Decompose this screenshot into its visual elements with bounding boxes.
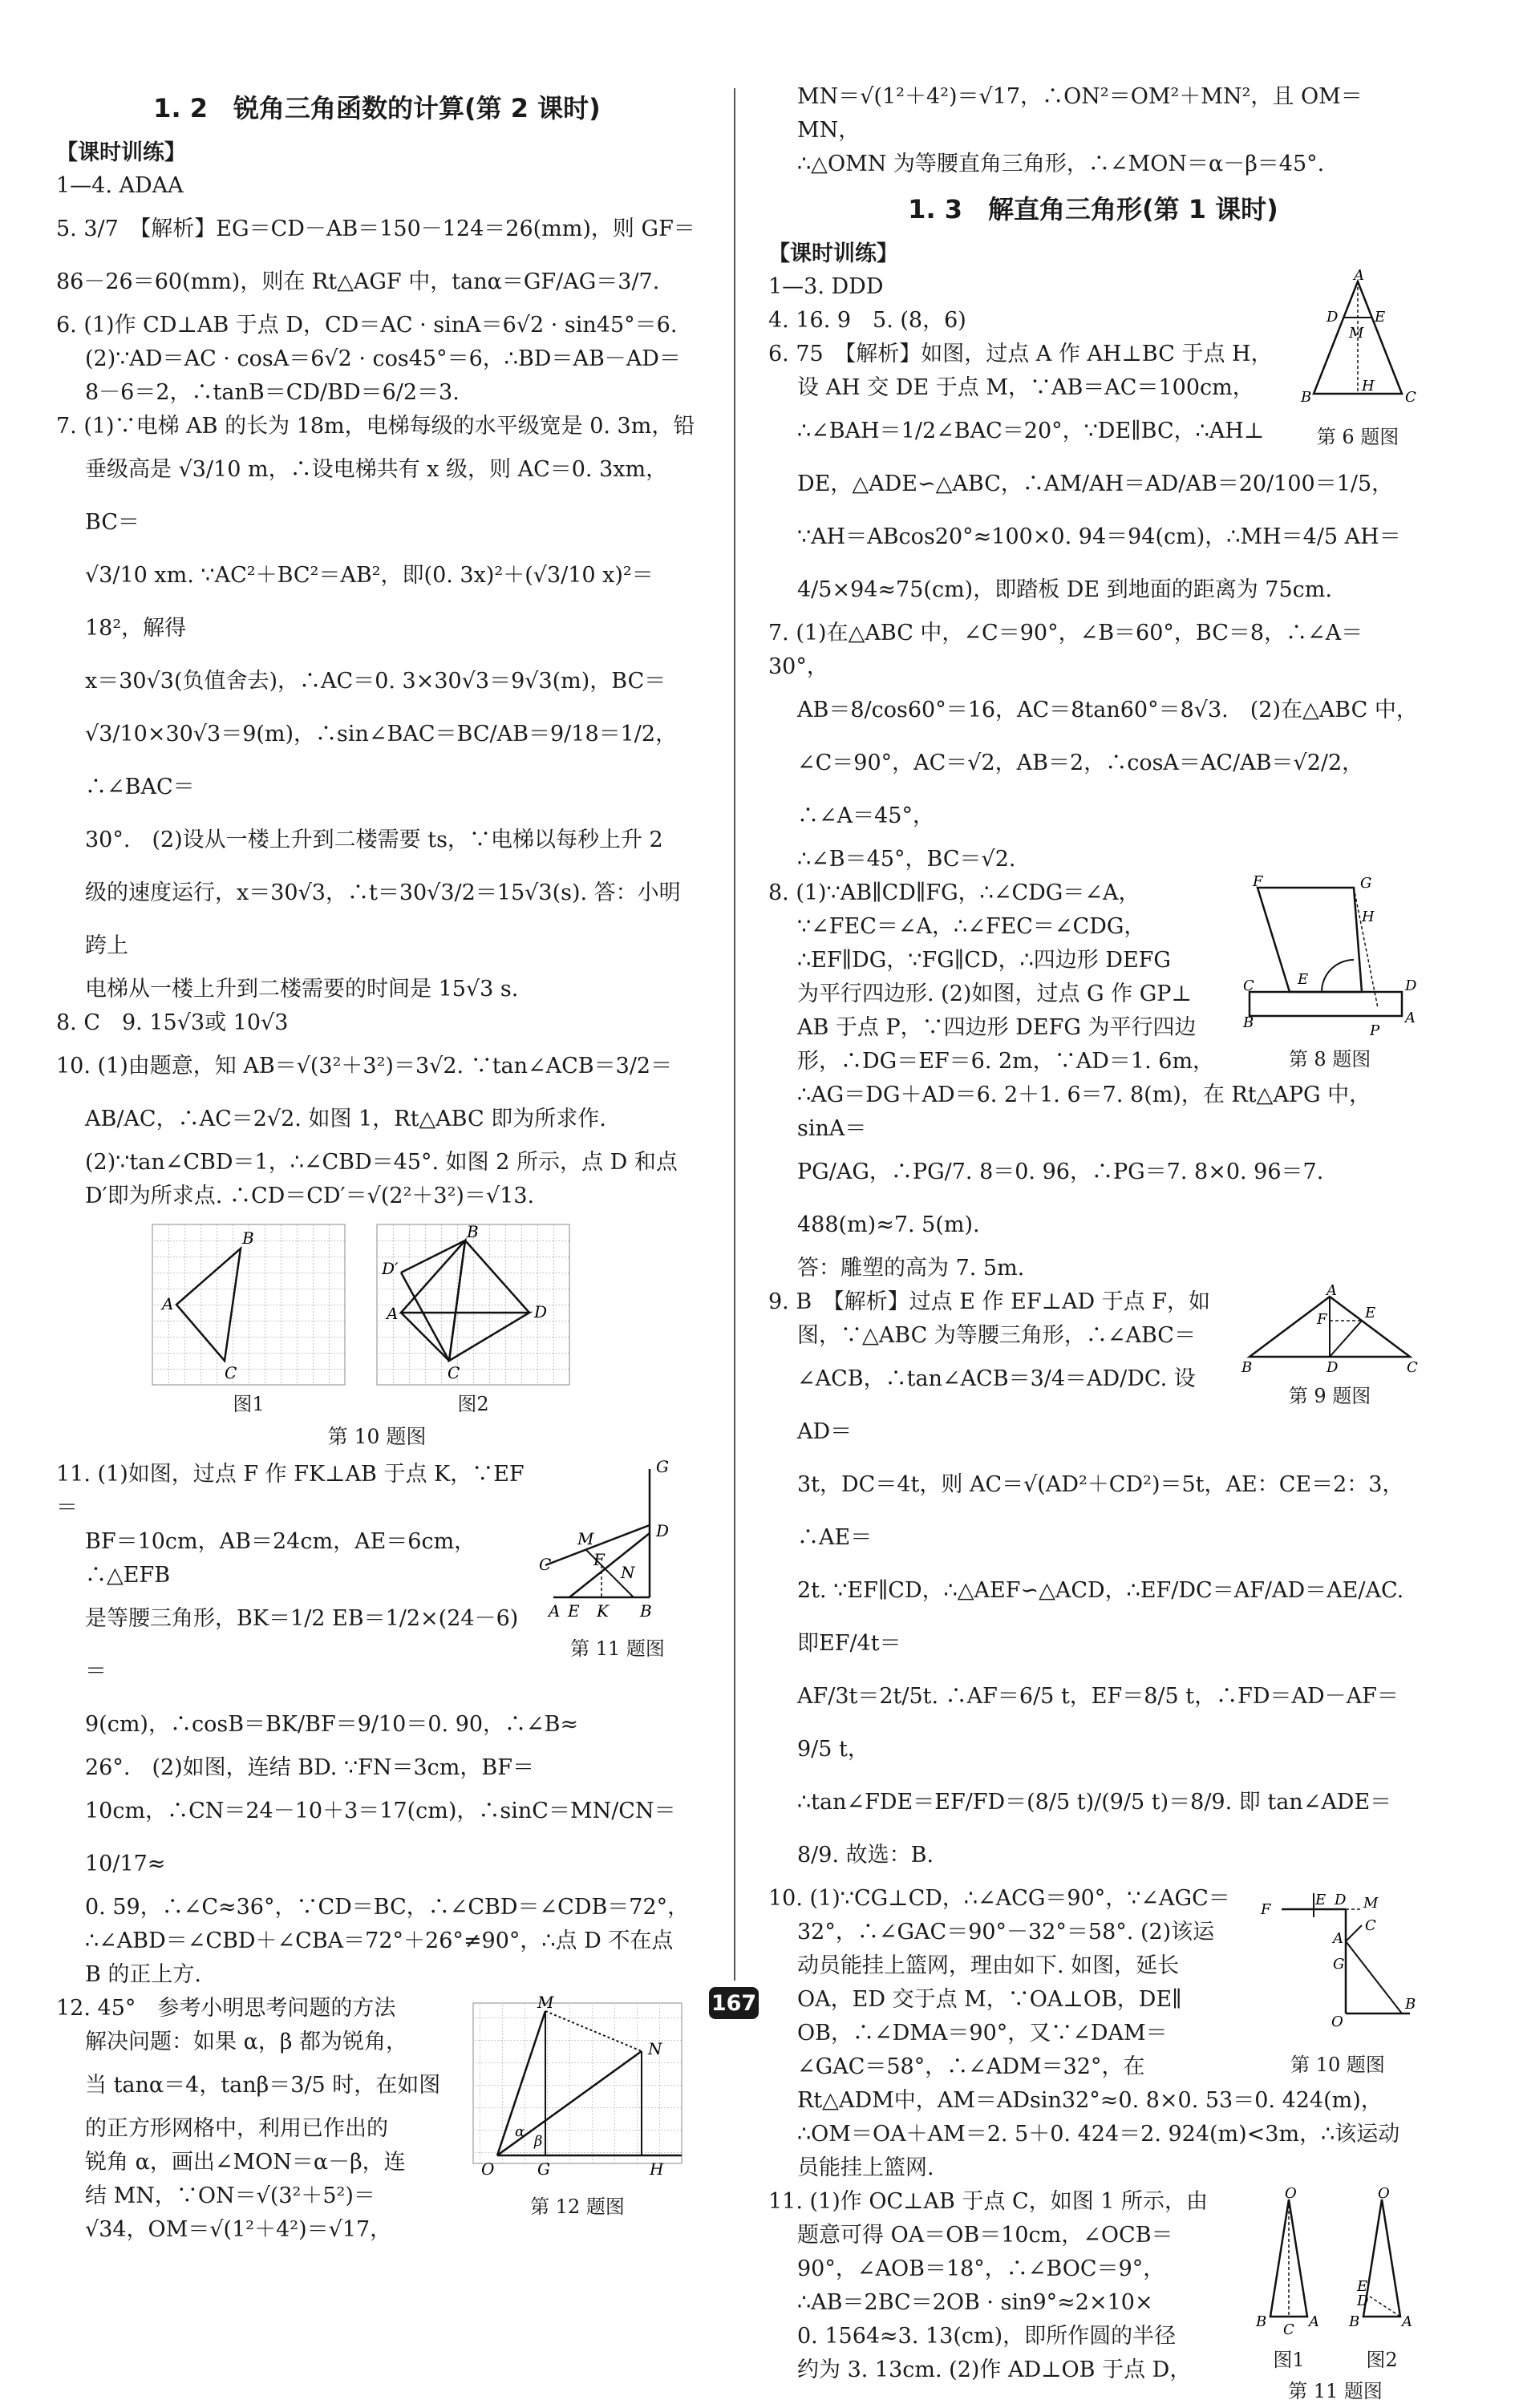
answer-line: 11. (1)作 OC⊥AB 于点 C，如图 1 所示，由 bbox=[768, 2189, 1209, 2214]
isosceles-triangle-diagram bbox=[1298, 267, 1418, 418]
lesson-tag: 【课时训练】 bbox=[768, 241, 898, 266]
answer-line: 级的速度运行，x＝30√3，∴t＝30√3/2＝15√3(s). 答：小明跨上 bbox=[85, 880, 681, 958]
section-title-1-3: 1. 3 解直角三角形(第 1 课时) bbox=[908, 194, 1278, 225]
svg-text:B: B bbox=[1243, 1014, 1254, 1031]
svg-text:C: C bbox=[1407, 1359, 1418, 1376]
answer-line: 题意可得 OA＝OB＝10cm，∠OCB＝ bbox=[797, 2223, 1173, 2248]
compass-diagram-2 bbox=[1346, 2185, 1418, 2341]
answer-line: 员能挂上篮网. bbox=[797, 2155, 934, 2180]
answer-line: MN＝√(1²＋4²)＝√17，∴ON²＝OM²＋MN²，且 OM＝MN， bbox=[797, 84, 1363, 143]
left-column bbox=[56, 80, 698, 2247]
svg-text:E: E bbox=[568, 1601, 580, 1621]
figure-12 bbox=[457, 1995, 698, 2219]
answer-line: AB＝8/cos60°＝16，AC＝8tan60°＝8√3. (2)在△ABC 中， bbox=[797, 698, 1418, 722]
svg-text:D: D bbox=[534, 1302, 548, 1321]
svg-text:B: B bbox=[1256, 2313, 1267, 2330]
answer-line: 7. (1)在△ABC 中，∠C＝90°，∠B＝60°，BC＝8，∴∠A＝30°， bbox=[768, 621, 1363, 679]
answer-line: 10cm，∴CN＝24－10＋3＝17(cm)，∴sinC＝MN/CN＝10/17≈ bbox=[85, 1799, 676, 1876]
answer-line: ∵AH＝ABcos20°≈100×0. 94＝94(cm)，∴MH＝4/5 AH＝ bbox=[797, 524, 1401, 549]
svg-text:C: C bbox=[225, 1363, 237, 1382]
answer-line: ∴EF∥DG，∵FG∥CD，∴四边形 DEFG bbox=[797, 948, 1171, 973]
svg-text:C: C bbox=[1283, 2321, 1294, 2338]
svg-text:O: O bbox=[1378, 2185, 1390, 2202]
figure-label: 图2 bbox=[1366, 2349, 1398, 2371]
figure-caption: 第 12 题图 bbox=[530, 2196, 625, 2218]
figure-11-right bbox=[1253, 2185, 1418, 2403]
answer-line: 解决问题：如果 α，β 都为锐角， bbox=[85, 2030, 408, 2054]
svg-text:C: C bbox=[1365, 1917, 1376, 1934]
svg-text:B: B bbox=[1405, 1996, 1416, 2013]
answer-line: ∴AB＝2BC＝2OB · sin9°≈2×10× bbox=[797, 2290, 1153, 2315]
answer-line: 10. (1)由题意，知 AB＝√(3²＋3²)＝3√2. ∵tan∠ACB＝3/2＝ bbox=[56, 1054, 673, 1079]
svg-text:F: F bbox=[1317, 1311, 1327, 1328]
answer-line: (2)∵AD＝AC · cosA＝6√2 · cos45°＝6，∴BD＝AB－AD＝ bbox=[85, 346, 681, 371]
svg-text:B: B bbox=[1241, 1359, 1253, 1376]
answer-line: 4. 16. 9 5. (8，6) bbox=[768, 308, 966, 333]
svg-text:B: B bbox=[1301, 389, 1312, 406]
svg-text:G: G bbox=[656, 1457, 669, 1476]
answer-line: 形，∴DG＝EF＝6. 2m，∵AD＝1. 6m， bbox=[797, 1049, 1215, 1074]
answer-line: 9(cm)，∴cosB＝BK/BF＝9/10＝0. 90，∴∠B≈ bbox=[85, 1712, 579, 1737]
figure-label: 图1 bbox=[1273, 2349, 1305, 2371]
svg-text:O: O bbox=[1285, 2185, 1297, 2202]
answer-line: 为平行四边形. (2)如图，过点 G 作 GP⊥ bbox=[797, 981, 1192, 1006]
figure-label: 图1 bbox=[233, 1393, 265, 1415]
svg-text:A: A bbox=[1333, 1930, 1343, 1947]
answer-block-9 bbox=[768, 1282, 1418, 1882]
svg-text:G: G bbox=[537, 2159, 550, 2179]
answer-line: √3/10×30√3＝9(m)，∴sin∠BAC＝BC/AB＝9/18＝1/2，∴∠BAC＝ bbox=[85, 722, 678, 799]
svg-text:B: B bbox=[467, 1222, 479, 1241]
figure-10-right bbox=[1258, 1885, 1418, 2077]
svg-text:β: β bbox=[534, 2133, 543, 2150]
svg-text:D: D bbox=[1405, 977, 1417, 994]
answer-line: 4/5×94≈75(cm)，即踏板 DE 到地面的距离为 75cm. bbox=[797, 577, 1332, 602]
answer-line: 电梯从一楼上升到二楼需要的时间是 15√3 s. bbox=[85, 977, 519, 1002]
svg-text:C: C bbox=[1405, 389, 1416, 406]
svg-text:M: M bbox=[537, 1993, 554, 2012]
svg-text:D: D bbox=[656, 1521, 670, 1540]
svg-text:M: M bbox=[1349, 325, 1364, 342]
answer-line: 1—3. DDD bbox=[768, 274, 884, 299]
svg-text:K: K bbox=[597, 1601, 609, 1621]
answer-line: 图，∵△ABC 为等腰三角形，∴∠ABC＝ bbox=[797, 1323, 1196, 1348]
answer-line: 12. 45° 参考小明思考问题的方法 bbox=[56, 1996, 396, 2021]
svg-text:M: M bbox=[577, 1529, 594, 1548]
svg-text:B: B bbox=[242, 1228, 254, 1248]
svg-text:B: B bbox=[640, 1601, 652, 1621]
answer-line: 锐角 α，画出∠MON＝α－β，连 bbox=[85, 2150, 406, 2175]
figure-caption: 第 11 题图 bbox=[1288, 2380, 1383, 2402]
figure-11 bbox=[537, 1457, 698, 1661]
answer-line: 32°，∴∠GAC＝90°－32°＝58°. (2)该运 bbox=[797, 1920, 1215, 1945]
compass-diagram-1 bbox=[1253, 2185, 1325, 2341]
svg-text:H: H bbox=[650, 2159, 664, 2179]
angle-grid-diagram bbox=[457, 1995, 698, 2187]
answer-line: 3t，DC＝4t，则 AC＝√(AD²＋CD²)＝5t，AE：CE＝2：3，∴AE＝ bbox=[797, 1472, 1404, 1550]
answer-line: 5. 3/7 【解析】EG＝CD－AB＝150－124＝26(mm)，则 GF＝ bbox=[56, 217, 695, 241]
answer-line: ∴∠ABD＝∠CBD＋∠CBA＝72°＋26°≠90°，∴点 D 不在点 bbox=[85, 1928, 674, 1953]
svg-text:E: E bbox=[1375, 309, 1386, 326]
answer-line: BF＝10cm，AB＝24cm，AE＝6cm，∴△EFB bbox=[85, 1529, 476, 1588]
answer-block-8 bbox=[768, 873, 1418, 1285]
answer-block-1-7 bbox=[768, 267, 1418, 876]
answer-line: DE，△ADE∽△ABC，∴AM/AH＝AD/AB＝20/100＝1/5， bbox=[797, 471, 1394, 496]
answer-line: OB，∴∠DMA＝90°，又∵∠DAM＝ bbox=[797, 2021, 1168, 2046]
svg-text:A: A bbox=[549, 1601, 561, 1621]
answer-line: PG/AG，∴PG/7. 8＝0. 96，∴PG＝7. 8×0. 96＝7. 488(m)≈7. 5(m). bbox=[797, 1159, 1331, 1237]
answer-line: 10. (1)∵CG⊥CD，∴∠ACG＝90°，∵∠AGC＝ bbox=[768, 1886, 1230, 1911]
svg-text:C: C bbox=[1243, 977, 1254, 994]
svg-text:G: G bbox=[1333, 1956, 1345, 1973]
answer-line: √34，OM＝√(1²＋4²)＝√17， bbox=[85, 2217, 392, 2242]
svg-text:E: E bbox=[1298, 971, 1309, 988]
figure-caption: 第 6 题图 bbox=[1316, 426, 1399, 448]
answer-line: ∠ACB，∴tan∠ACB＝3/4＝AD/DC. 设 AD＝ bbox=[797, 1366, 1203, 1444]
answer-line: 11. (1)如图，过点 F 作 FK⊥AB 于点 K，∵EF＝ bbox=[56, 1462, 525, 1520]
answer-line: ∴OM＝OA＋AM＝2. 5＋0. 424＝2. 924(m)<3m，∴该运动 bbox=[797, 2122, 1400, 2147]
answer-line: 动员能挂上篮网，理由如下. 如图，延长 bbox=[797, 1953, 1180, 1978]
answer-block-11 bbox=[56, 1458, 698, 1992]
svg-text:D: D bbox=[1357, 2293, 1369, 2309]
answer-block-11-right bbox=[768, 2185, 1418, 2408]
svg-text:E: E bbox=[1315, 1892, 1327, 1908]
column-divider bbox=[734, 88, 735, 1981]
answer-line: 6. 75 【解析】如图，过点 A 作 AH⊥BC 于点 H， bbox=[768, 342, 1273, 366]
figure-6 bbox=[1298, 267, 1418, 449]
answer-line: ∴∠B＝45°，BC＝√2. bbox=[797, 847, 1016, 872]
answer-block-1-10 bbox=[56, 169, 698, 1213]
figure-caption: 第 10 题图 bbox=[1290, 2054, 1385, 2076]
answer-line: 0. 59，∴∠C≈36°，∵CD＝BC，∴∠CBD＝∠CDB＝72°， bbox=[85, 1895, 690, 1920]
answer-block-10 bbox=[768, 1882, 1418, 2185]
answer-line: 0. 1564≈3. 13(cm)，即所作圆的半径 bbox=[797, 2324, 1177, 2349]
answer-line: ∴AG＝DG＋AD＝6. 2＋1. 6＝7. 8(m)，在 Rt△APG 中，sinA＝ bbox=[797, 1083, 1371, 1141]
svg-text:A: A bbox=[1327, 1282, 1337, 1299]
figure-10 bbox=[152, 1224, 698, 1416]
answer-line: 垂级高是 √3/10 m，∴设电梯共有 x 级，则 AC＝0. 3xm，BC＝ bbox=[85, 457, 668, 535]
answer-line: (2)∵tan∠CBD＝1，∴∠CBD＝45°. 如图 2 所示，点 D 和点 bbox=[85, 1150, 678, 1175]
svg-text:N: N bbox=[621, 1563, 635, 1582]
sculpture-diagram bbox=[1241, 873, 1418, 1040]
grid-triangle-diagram bbox=[152, 1224, 345, 1385]
svg-text:A: A bbox=[1354, 267, 1364, 284]
answer-line: ∠C＝90°，AC＝√2，AB＝2，∴cosA＝AC/AB＝√2/2，∴∠A＝45°， bbox=[797, 751, 1364, 828]
answer-line: B 的正上方. bbox=[85, 1962, 202, 1987]
answer-line: x＝30√3(负值舍去)，∴AC＝0. 3×30√3＝9√3(m)，BC＝ bbox=[85, 669, 666, 694]
svg-text:C: C bbox=[539, 1555, 552, 1574]
svg-text:D′: D′ bbox=[382, 1259, 399, 1278]
figure-caption: 第 11 题图 bbox=[570, 1637, 665, 1660]
svg-text:E: E bbox=[1357, 2278, 1368, 2295]
answer-line: ∴△OMN 为等腰直角三角形，∴∠MON＝α－β＝45°. bbox=[797, 152, 1325, 176]
answer-line: 9. B 【解析】过点 E 作 EF⊥AD 于点 F，如 bbox=[768, 1289, 1211, 1314]
svg-text:F: F bbox=[593, 1550, 605, 1569]
answer-line: 1—4. ADAA bbox=[56, 173, 184, 198]
answer-line: 86－26＝60(mm)，则在 Rt△AGF 中，tanα＝GF/AG＝3/7. bbox=[56, 269, 660, 294]
page-number: 167 bbox=[709, 1987, 759, 2019]
svg-text:A: A bbox=[1402, 2313, 1412, 2330]
answer-line: 30°. (2)设从一楼上升到二楼需要 ts，∵电梯以每秒上升 2 bbox=[85, 828, 663, 852]
right-column bbox=[768, 80, 1418, 2408]
figure-label: 图2 bbox=[457, 1393, 489, 1415]
answer-line: 26°. (2)如图，连结 BD. ∵FN＝3cm，BF＝ bbox=[85, 1755, 534, 1780]
svg-text:H: H bbox=[1362, 378, 1375, 395]
triangle-diagram-9 bbox=[1241, 1282, 1418, 1377]
answer-line: ∠GAC＝58°，∴∠ADM＝32°，在 bbox=[797, 2054, 1145, 2079]
answer-line: 6. (1)作 CD⊥AB 于点 D，CD＝AC · sinA＝6√2 · sin45°＝6. bbox=[56, 313, 678, 338]
answer-line: 90°，∠AOB＝18°，∴∠BOC＝9°， bbox=[797, 2256, 1165, 2281]
answer-line: AB 于点 P，∵四边形 DEFG 为平行四边 bbox=[797, 1015, 1197, 1040]
svg-text:α: α bbox=[515, 2123, 525, 2140]
answer-line: 8－6＝2，∴tanB＝CD/BD＝6/2＝3. bbox=[85, 380, 460, 405]
section-title-1-2: 1. 2 锐角三角函数的计算(第 2 课时) bbox=[153, 93, 601, 123]
svg-text:P: P bbox=[1370, 1022, 1380, 1039]
answer-line: 7. (1)∵电梯 AB 的长为 18m，电梯每级的水平级宽是 0. 3m，铅 bbox=[56, 414, 695, 439]
figure-caption: 第 8 题图 bbox=[1288, 1048, 1371, 1070]
answer-line: ∴∠BAH＝1/2∠BAC＝20°，∵DE∥BC，∴AH⊥ bbox=[797, 419, 1265, 443]
svg-text:D: D bbox=[1327, 1359, 1339, 1376]
answer-line: 当 tanα＝4，tanβ＝3/5 时，在如图 bbox=[85, 2073, 441, 2098]
svg-text:F: F bbox=[1253, 873, 1263, 890]
answer-line: 2t. ∵EF∥CD，∴△AEF∽△ACD，∴EF/DC＝AF/AD＝AE/AC. 即EF/4t＝ bbox=[797, 1578, 1411, 1656]
figure-9 bbox=[1241, 1282, 1418, 1408]
bracket-diagram bbox=[537, 1457, 698, 1629]
figure-10-2 bbox=[377, 1224, 569, 1416]
svg-text:N: N bbox=[648, 2039, 662, 2058]
svg-text:D: D bbox=[1335, 1892, 1347, 1908]
answer-line: 8. C 9. 15√3或 10√3 bbox=[56, 1010, 289, 1035]
answer-line: AF/3t＝2t/5t. ∴AF＝6/5 t，EF＝8/5 t，∴FD＝AD－AF＝9/5 t， bbox=[797, 1684, 1399, 1762]
answer-line: 约为 3. 13cm. (2)作 AD⊥OB 于点 D， bbox=[797, 2357, 1192, 2382]
svg-text:A: A bbox=[1405, 1010, 1416, 1026]
svg-text:F: F bbox=[1261, 1901, 1271, 1918]
figure-caption: 第 10 题图 bbox=[327, 1425, 427, 1448]
svg-text:E: E bbox=[1365, 1305, 1376, 1321]
answer-line: Rt△ADM中，AM＝ADsin32°≈0. 8×0. 53＝0. 424(m)， bbox=[797, 2088, 1383, 2113]
answer-line: AB/AC，∴AC＝2√2. 如图 1，Rt△ABC 即为所求作. bbox=[85, 1107, 606, 1131]
basketball-hoop-diagram bbox=[1258, 1885, 1418, 2046]
answer-line: 结 MN，∵ON＝√(3²＋5²)＝ bbox=[85, 2183, 375, 2208]
svg-text:C: C bbox=[448, 1363, 460, 1382]
grid-quad-diagram bbox=[377, 1224, 569, 1385]
figure-11-2 bbox=[1346, 2185, 1418, 2372]
lesson-tag: 【课时训练】 bbox=[56, 140, 186, 165]
figure-caption: 第 9 题图 bbox=[1288, 1385, 1371, 1407]
answer-line: √3/10 xm. ∵AC²＋BC²＝AB²，即(0. 3x)²＋(√3/10 x)²＝18²，解得 bbox=[85, 563, 654, 641]
svg-text:A: A bbox=[387, 1304, 399, 1323]
figure-11-1 bbox=[1253, 2185, 1325, 2372]
answer-line: ∵∠FEC＝∠A，∴∠FEC＝∠CDG， bbox=[797, 914, 1146, 939]
answer-line: 是等腰三角形，BK＝1/2 EB＝1/2×(24－6)＝ bbox=[85, 1606, 519, 1684]
answer-block-12 bbox=[56, 1992, 698, 2247]
svg-text:A: A bbox=[1309, 2313, 1319, 2330]
answer-line: D′即为所求点. ∴CD＝CD′＝√(2²＋3²)＝√13. bbox=[85, 1184, 535, 1208]
svg-text:G: G bbox=[1360, 875, 1372, 892]
answer-line: 答：雕塑的高为 7. 5m. bbox=[797, 1256, 1025, 1281]
svg-text:O: O bbox=[481, 2159, 495, 2179]
svg-text:O: O bbox=[1331, 2013, 1343, 2030]
answer-line: 的正方形网格中，利用已作出的 bbox=[85, 2116, 388, 2141]
svg-text:B: B bbox=[1349, 2313, 1360, 2330]
svg-text:D: D bbox=[1327, 309, 1339, 326]
answer-line: ∴tan∠FDE＝EF/FD＝(8/5 t)/(9/5 t)＝8/9. 即 tan∠ADE＝8/9. 故选：B. bbox=[797, 1790, 1392, 1868]
figure-8 bbox=[1241, 873, 1418, 1071]
figure-10-1 bbox=[152, 1224, 345, 1416]
svg-text:H: H bbox=[1362, 909, 1375, 925]
svg-text:A: A bbox=[162, 1294, 174, 1313]
svg-text:M: M bbox=[1363, 1895, 1379, 1912]
answer-line: 8. (1)∵AB∥CD∥FG，∴∠CDG＝∠A， bbox=[768, 880, 1140, 905]
answer-line: 设 AH 交 DE 于点 M，∵AB＝AC＝100cm， bbox=[797, 375, 1254, 400]
answer-line: OA，ED 交于点 M，∵OA⊥OB，DE∥ bbox=[797, 1987, 1182, 2012]
